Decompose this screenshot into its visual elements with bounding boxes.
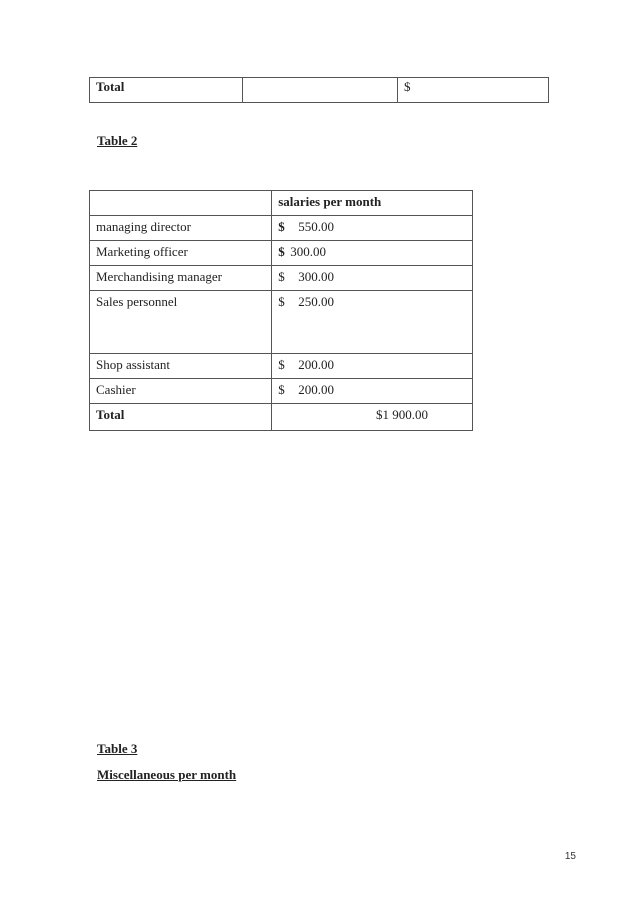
table-row bbox=[90, 291, 473, 354]
salary-amount: 200.00 bbox=[298, 357, 334, 372]
table-row bbox=[90, 241, 473, 266]
salaries-table bbox=[89, 190, 473, 431]
role-cell: Sales personnel bbox=[90, 291, 272, 354]
total-value-cell bbox=[272, 404, 473, 431]
table-row bbox=[90, 354, 473, 379]
salary-cell bbox=[272, 266, 473, 291]
total-value-cell: $ bbox=[398, 78, 549, 103]
role-cell: Cashier bbox=[90, 379, 272, 404]
table-row bbox=[90, 216, 473, 241]
salaries-column-header: salaries per month bbox=[272, 191, 473, 216]
role-cell: Shop assistant bbox=[90, 354, 272, 379]
currency-symbol: $ bbox=[278, 219, 285, 234]
currency-symbol: $ bbox=[278, 269, 285, 284]
role-cell: Marketing officer bbox=[90, 241, 272, 266]
table-header-row bbox=[90, 191, 473, 216]
currency-symbol: $ bbox=[278, 294, 285, 309]
currency-symbol: $ bbox=[278, 382, 285, 397]
salary-cell bbox=[272, 354, 473, 379]
table-1-total-row bbox=[89, 77, 549, 103]
role-cell: managing director bbox=[90, 216, 272, 241]
role-cell: Merchandising manager bbox=[90, 266, 272, 291]
salary-amount: 300.00 bbox=[298, 269, 334, 284]
empty-header-cell bbox=[90, 191, 272, 216]
table-row bbox=[90, 266, 473, 291]
currency-symbol: $ bbox=[278, 244, 285, 259]
page-number: 15 bbox=[564, 851, 576, 862]
currency-symbol: $ bbox=[278, 357, 285, 372]
table-3-subheading: Miscellaneous per month bbox=[97, 767, 237, 782]
table-row bbox=[90, 78, 549, 103]
salary-cell bbox=[272, 216, 473, 241]
salary-cell bbox=[272, 379, 473, 404]
salary-cell bbox=[272, 241, 473, 266]
salary-cell bbox=[272, 291, 473, 354]
salary-amount: 550.00 bbox=[298, 219, 334, 234]
total-amount: $1 900.00 bbox=[376, 407, 428, 422]
table-3-heading: Table 3 bbox=[97, 741, 138, 756]
salary-amount: 250.00 bbox=[298, 294, 334, 309]
table-row bbox=[90, 379, 473, 404]
salary-amount: 200.00 bbox=[298, 382, 334, 397]
table-total-row bbox=[90, 404, 473, 431]
total-label-cell: Total bbox=[90, 404, 272, 431]
salary-amount: 300.00 bbox=[290, 244, 326, 259]
total-label-cell: Total bbox=[90, 78, 243, 103]
total-middle-cell bbox=[243, 78, 398, 103]
table-2-heading: Table 2 bbox=[97, 133, 138, 148]
